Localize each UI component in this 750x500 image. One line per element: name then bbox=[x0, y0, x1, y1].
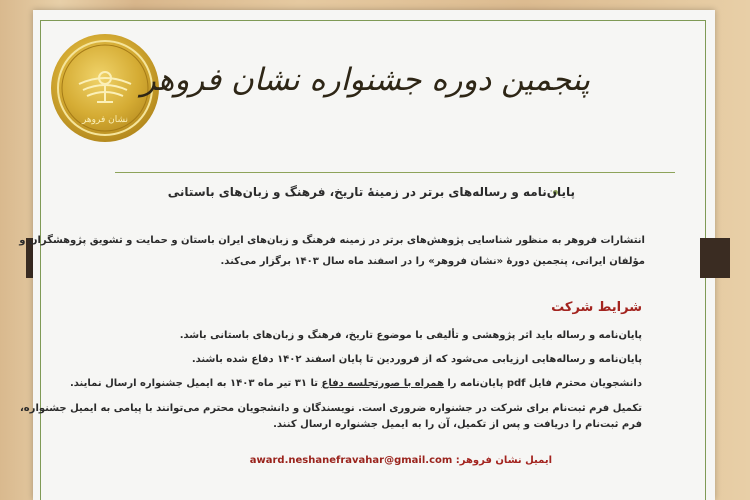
condition-1: پایان‌نامه و رساله باید اثر پژوهشی و تألیفی با موضوع تاریخ، فرهنگ و زبان‌های باستانی باشد. bbox=[179, 330, 642, 341]
email-line bbox=[250, 455, 552, 466]
email-address[interactable]: award.neshanefravahar@gmail.com bbox=[249, 455, 453, 466]
condition-3-part-a: دانشجویان محترم فایل pdf پایان‌نامه را bbox=[447, 378, 642, 389]
board-clip-right bbox=[700, 238, 730, 278]
page-title: پنجمین دوره جشنواره نشان فروهر bbox=[140, 62, 590, 98]
condition-3-part-c: تا ۳۱ تیر ماه ۱۴۰۳ به ایمیل جشنواره ارسال نمایند. bbox=[69, 378, 319, 389]
seal-text: نشان فروهر bbox=[81, 115, 129, 125]
condition-4-line-1: تکمیل فرم ثبت‌نام برای شرکت در جشنواره ضروری است. نویسندگان و دانشجویان محترم می‌توانند با پیامی به ایمیل جشنواره، bbox=[19, 403, 642, 414]
email-label: ایمیل نشان فروهر: bbox=[455, 455, 552, 466]
intro-line-1: انتشارات فروهر به منظور شناسایی پژوهش‌های برتر در زمینه فرهنگ و زبان‌های ایران باستان و حمایت و تشویق پژوهشگران و bbox=[19, 235, 645, 246]
condition-3 bbox=[70, 378, 642, 389]
condition-2: پایان‌نامه و رساله‌هایی ارزیابی می‌شود که از فروردین تا پایان اسفند ۱۴۰۲ دفاع شده باشند. bbox=[191, 354, 642, 365]
condition-4-line-2: فرم ثبت‌نام را دریافت و پس از تکمیل، آن را به ایمیل جشنواره ارسال کنند. bbox=[273, 419, 642, 430]
intro-line-2: مؤلفان ایرانی، پنجمین دورهٔ «نشان فروهر» را در اسفند ماه سال ۱۴۰۳ برگزار می‌کند. bbox=[220, 256, 645, 267]
topic-line: پایان‌نامه و رساله‌های برتر در زمینهٔ تاریخ، فرهنگ و زبان‌های باستانی bbox=[167, 185, 575, 199]
divider bbox=[115, 172, 675, 173]
condition-3-underlined: همراه با صورتجلسه دفاع bbox=[321, 378, 444, 389]
conditions-heading: شرایط شرکت bbox=[551, 300, 642, 315]
